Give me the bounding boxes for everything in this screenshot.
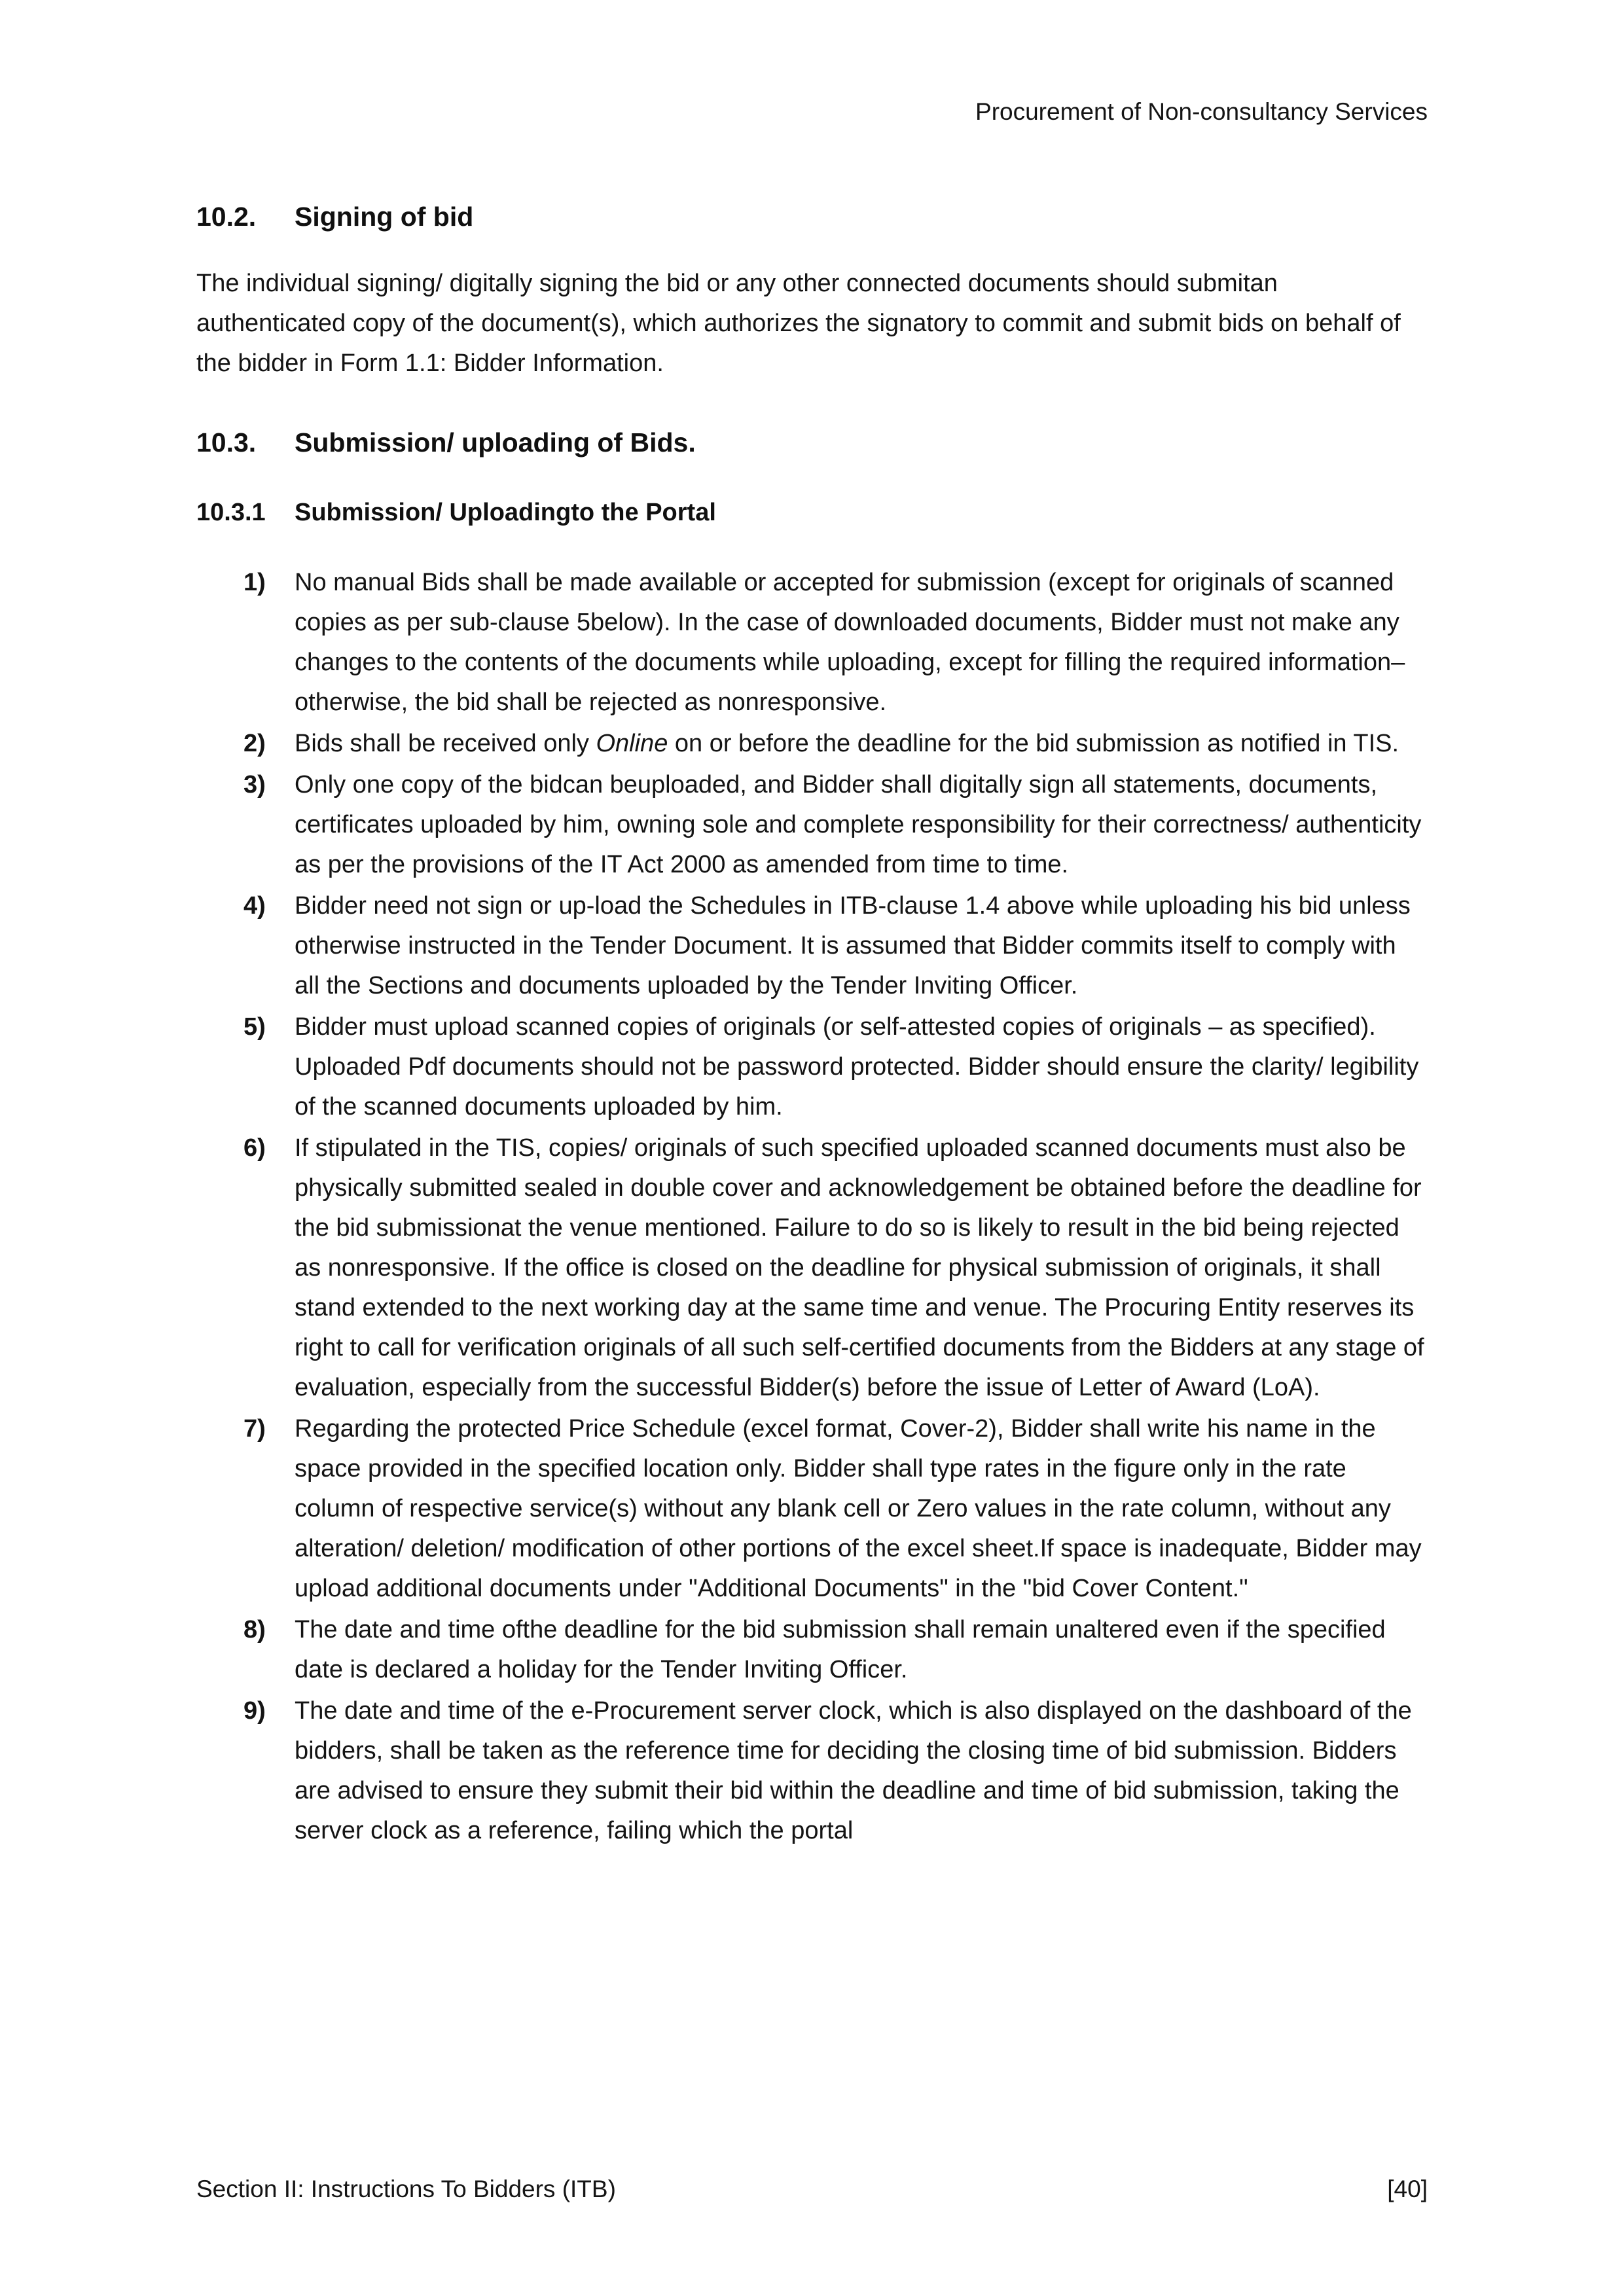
- list-item: [196, 1610, 1428, 1690]
- list-item: [196, 1691, 1428, 1851]
- section-10-2-title: Signing of bid: [295, 202, 474, 232]
- list-item-text: Bids shall be received only Online on or before the deadline for the bid submission as notified in TIS.: [295, 730, 1399, 757]
- footer-section-label: Section II: Instructions To Bidders (ITB): [196, 2176, 616, 2202]
- list-item: [196, 563, 1428, 723]
- list-item-text: Regarding the protected Price Schedule (excel format, Cover-2), Bidder shall write his name in the space provided in the specified location only. Bidder shall type rates in the figure only in the rate column of respective service(s) without any blank cell or Zero values in the rate column, without any alteration/ deletion/ modification of other portions of the excel sheet.If space is inadequate, Bidder may upload additional documents under "Additional Documents" in the "bid Cover Content.": [295, 1415, 1422, 1602]
- header-text: Procurement of Non-consultancy Services: [975, 98, 1428, 125]
- list-item-text: Bidder need not sign or up-load the Schedules in ITB-clause 1.4 above while uploading his bid unless otherwise instructed in the Tender Document. It is assumed that Bidder commits itself to comply with all the Sections and documents uploaded by the Tender Inviting Officer.: [295, 892, 1411, 999]
- list-item-number: 8): [244, 1616, 266, 1643]
- list-item-text: If stipulated in the TIS, copies/ originals of such specified uploaded scanned documents must also be physically submitted sealed in double cover and acknowledgement be obtained before the deadline for the bid submissionat the venue mentioned. Failure to do so is likely to result in the bid being rejected as nonresponsive. If the office is closed on the deadline for physical submission of originals, it shall stand extended to the next working day at the same time and venue. The Procuring Entity reserves its right to call for verification originals of all such self-certified documents from the Bidders at any stage of evaluation, especially from the successful Bidder(s) before the issue of Letter of Award (LoA).: [295, 1134, 1424, 1401]
- list-item-number: 5): [244, 1013, 266, 1041]
- section-10-2-body: The individual signing/ digitally signing the bid or any other connected documents should submitan authenticated copy of the document(s), which authorizes the signatory to commit and submit bids on behalf of the bidder in Form 1.1: Bidder Information.: [196, 270, 1401, 377]
- submission-list: [196, 563, 1428, 1851]
- section-heading-10-3-1: [196, 496, 1428, 529]
- section-10-3-title: Submission/ uploading of Bids.: [295, 427, 696, 457]
- page-header: [975, 97, 1428, 127]
- section-10-3-number: 10.3.: [196, 427, 257, 457]
- list-item: [196, 1409, 1428, 1609]
- list-item-number: 9): [244, 1697, 266, 1725]
- list-item-text: Only one copy of the bidcan beuploaded, and Bidder shall digitally sign all statements, documents, certificates uploaded by him, owning sole and complete responsibility for their correctness/ authenticity as per the provisions of the IT Act 2000 as amended from time to time.: [295, 771, 1422, 878]
- page-content: [196, 0, 1428, 1851]
- section-10-2-number: 10.2.: [196, 202, 257, 232]
- section-heading-10-3: [196, 425, 1428, 459]
- list-item: [196, 886, 1428, 1006]
- list-item-number: 1): [244, 569, 266, 596]
- list-item: [196, 1128, 1428, 1408]
- list-item-text: No manual Bids shall be made available or accepted for submission (except for originals of scanned copies as per sub-clause 5below). In the case of downloaded documents, Bidder must not make any changes to the contents of the documents while uploading, except for filling the required information– otherwise, the bid shall be rejected as nonresponsive.: [295, 569, 1405, 716]
- section-10-3-1-title: Submission/ Uploadingto the Portal: [295, 499, 716, 526]
- list-item-number: 3): [244, 771, 266, 798]
- footer-page-number: [40]: [1387, 2176, 1428, 2202]
- page-footer: [196, 2174, 1428, 2204]
- section-10-3-1-number: 10.3.1: [196, 499, 266, 526]
- list-item-number: 6): [244, 1134, 266, 1162]
- list-item: [196, 765, 1428, 885]
- list-item: [196, 1007, 1428, 1127]
- list-item-text: The date and time of the e-Procurement server clock, which is also displayed on the dashboard of the bidders, shall be taken as the reference time for deciding the closing time of bid submission. Bidders are advised to ensure they submit their bid within the deadline and time of bid submission, taking the server clock as a reference, failing which the portal: [295, 1697, 1412, 1844]
- list-item-text: The date and time ofthe deadline for the bid submission shall remain unaltered even if the specified date is declared a holiday for the Tender Inviting Officer.: [295, 1616, 1386, 1683]
- list-item: [196, 724, 1428, 764]
- list-item-number: 4): [244, 892, 266, 920]
- list-item-number: 2): [244, 730, 266, 757]
- list-item-number: 7): [244, 1415, 266, 1443]
- list-item-text: Bidder must upload scanned copies of originals (or self-attested copies of originals – as specified). Uploaded Pdf documents should not be password protected. Bidder should ensure the clarity/ legibility of the scanned documents uploaded by him.: [295, 1013, 1419, 1121]
- section-heading-10-2: [196, 200, 1428, 234]
